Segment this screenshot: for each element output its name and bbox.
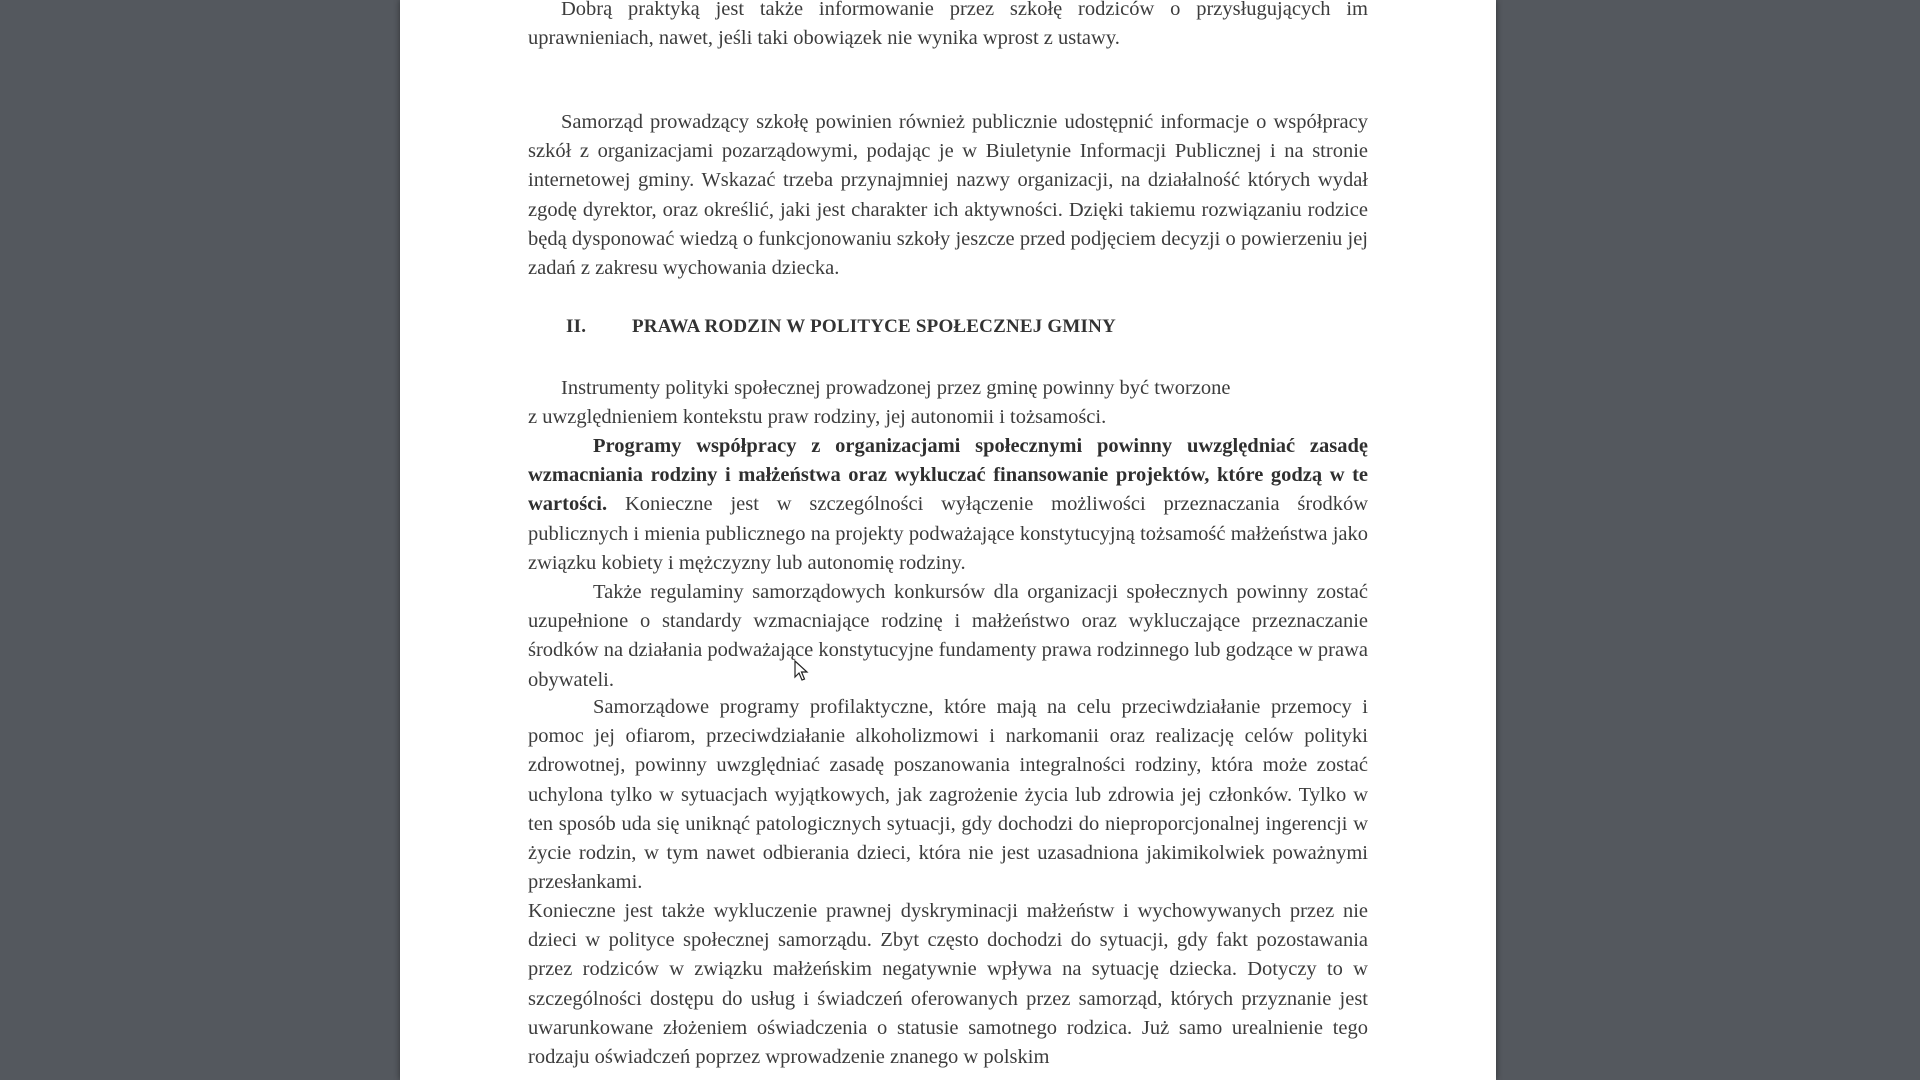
paragraph-samorzad xyxy=(528,108,1368,283)
paragraph-text: Samorządowe programy profilaktyczne, które mają na celu przeciwdziałanie przemocy i pomoc jej ofiarom, przeciwdziałanie alkoholizmowi i narkomanii oraz realizację celów polityki zdrowotnej, powinny uwzględniać zasadę poszanowania integralności rodziny, która może zostać uchylona tylko w sytuacjach wyjątkowych, jak zagrożenie życia lub zdrowia jej członków. Tylko w ten sposób uda się uniknąć patologicznych sytuacji, gdy dochodzi do nieproporcjonalnej ingerencji w życie rodzin, w tym nawet odbierania dzieci, która nie jest uzasadniona jakimikolwiek poważnymi przesłankami. xyxy=(528,696,1368,894)
section-number: II. xyxy=(566,316,587,337)
paragraph-konieczne xyxy=(528,897,1368,1072)
section-title: PRAWA RODZIN W POLITYCE SPOŁECZNEJ GMINY xyxy=(632,316,1116,337)
programy-text: Konieczne jest w szczególności wyłączenie możliwości przeznaczania środków publicznych i mienia publicznego na projekty podważające konstytucyjną tożsamość małżeństwa jako związku kobiety i mężczyzny lub autonomię rodziny. xyxy=(528,493,1368,574)
paragraph-text: Konieczne jest także wykluczenie prawnej dyskryminacji małżeństw i wychowywanych przez nie dzieci w polityce społecznej samorządu. Zbyt często dochodzi do sytuacji, gdy fakt pozostawania przez rodziców w związku małżeńskim negatywnie wpływa na sytuację dziecka. Dotyczy to w szczególności dostępu do usług i świadczeń oferowanych przez samorząd, których przyznanie jest uwarunkowane złożeniem oświadczenia o statusie samotnego rodzica. Już samo urealnienie tego rodzaju oświadczeń poprzez wprowadzenie znanego w polskim xyxy=(528,900,1368,1069)
mouse-cursor-icon xyxy=(794,660,810,682)
paragraph-text: Dobrą praktyką jest także informowanie przez szkołę rodziców o przysługujących im uprawnieniach, nawet, jeśli taki obowiązek nie wynika wprost z ustawy. xyxy=(528,0,1368,50)
paragraph-profilaktyczne xyxy=(528,693,1368,897)
paragraph-top xyxy=(528,0,1368,53)
section-heading xyxy=(566,316,1116,338)
instrumenty-line-2: z uwzględnieniem kontekstu praw rodziny, jej autonomii i tożsamości. xyxy=(528,406,1107,429)
paragraph-programy xyxy=(528,432,1368,578)
document-page xyxy=(400,0,1496,1080)
paragraph-text: Samorząd prowadzący szkołę powinien również publicznie udostępnić informacje o współpracy szkół z organizacjami pozarządowymi, podając je w Biuletynie Informacji Publicznej i na stronie internetowej gminy. Wskazać trzeba przynajmniej nazwy organizacji, na działalność których wydał zgodę dyrektor, oraz określić, jaki jest charakter ich aktywności. Dzięki takiemu rozwiązaniu rodzice będą dysponować wiedzą o funkcjonowaniu szkoły jeszcze przed podjęciem decyzji o powierzeniu jej zadań z zakresu wychowania dziecka. xyxy=(528,111,1368,280)
instrumenty-line-1: Instrumenty polityki społecznej prowadzonej przez gminę powinny być tworzone xyxy=(561,377,1231,399)
programy-bold-text: Programy współpracy z organizacjami społecznymi powinny uwzględniać zasadę wzmacniania rodziny i małżeństwa oraz wykluczać finansowanie projektów, które godzą w te wartości. xyxy=(528,435,1368,516)
paragraph-text: Także regulaminy samorządowych konkursów dla organizacji społecznych powinny zostać uzupełnione o standardy wzmacniające rodzinę i małżeństwo oraz wykluczające przeznaczanie środków na działania podważające konstytucyjne fundamenty prawa rodzinnego lub godzące w prawa obywateli. xyxy=(528,581,1368,691)
paragraph-instrumenty xyxy=(528,374,1368,432)
paragraph-regulaminy xyxy=(528,578,1368,695)
